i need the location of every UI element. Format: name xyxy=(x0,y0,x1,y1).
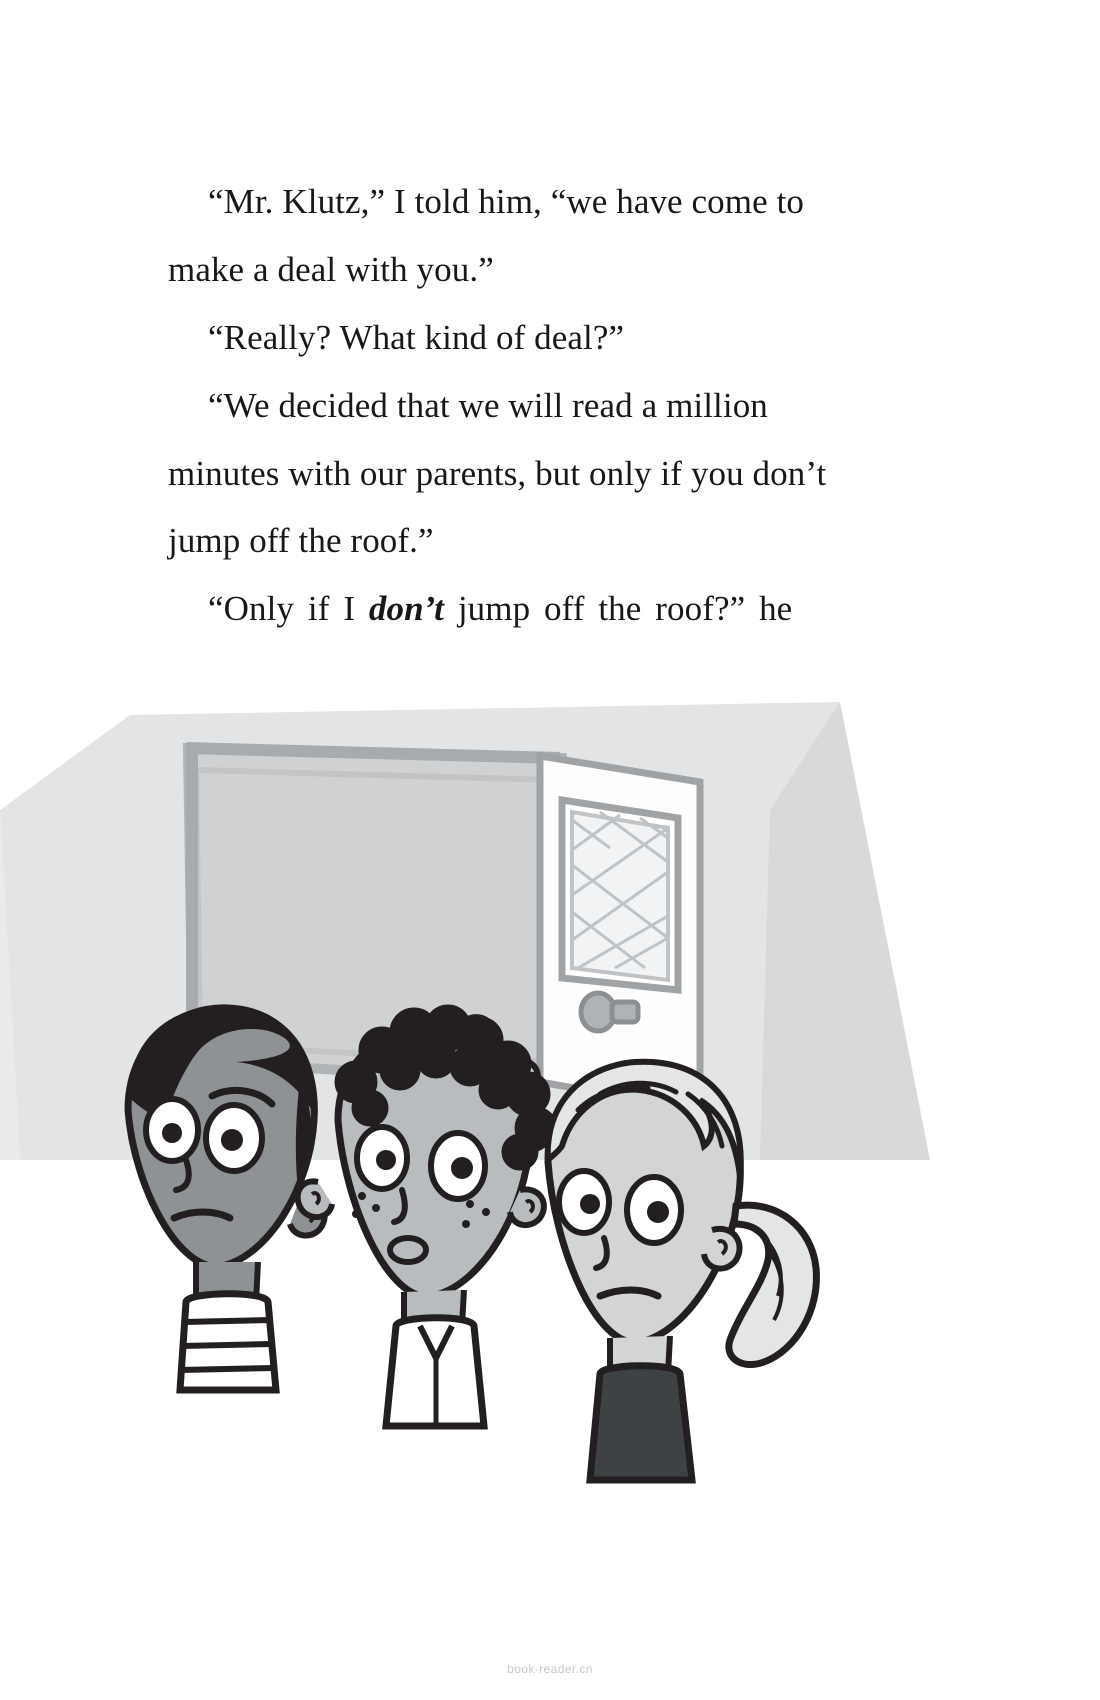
chapter-illustration xyxy=(0,690,1100,1520)
paragraph-2: “Really? What kind of deal?” xyxy=(208,317,625,357)
paragraph-4 xyxy=(168,575,858,643)
page-watermark: book-reader.cn xyxy=(507,1662,593,1676)
door-slab xyxy=(540,756,700,1110)
paragraph-3: “We decided that we will read a million minutes with our parents, but only if you don’t jump off the roof.” xyxy=(168,385,827,561)
page-text-block xyxy=(168,168,858,643)
paragraph-4-italic: don’t xyxy=(368,589,444,629)
paragraph-1: “Mr. Klutz,” I told him, “we have come to make a deal with you.” xyxy=(168,182,805,289)
paragraph-4-before: “Only if I xyxy=(208,589,369,629)
paragraph-4-after: jump off the roof?” he xyxy=(443,589,793,629)
